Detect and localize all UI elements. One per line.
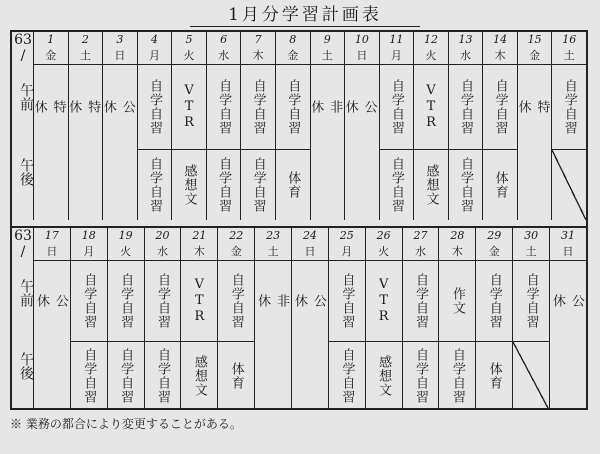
weekday: 土 — [69, 48, 103, 65]
day-column — [138, 32, 173, 220]
am-entry: 非 — [327, 100, 343, 114]
am-entry: 自学自習 — [228, 273, 244, 329]
day-column — [34, 228, 71, 410]
am-entry: 自学自習 — [388, 79, 404, 135]
pm-entry: 体育 — [276, 149, 310, 220]
schedule-table — [10, 30, 588, 410]
weekday: 水 — [145, 244, 181, 261]
pm-entry: 自学自習 — [241, 149, 275, 220]
day-number: 12 — [423, 33, 438, 46]
pm-entry: 体育 — [218, 341, 254, 410]
pm-entry: 感想文 — [172, 149, 206, 220]
day-column — [308, 32, 346, 220]
day-column — [172, 32, 207, 220]
day-column — [403, 228, 440, 410]
pm-entry: 休 — [549, 294, 565, 308]
footnote: ※ 業務の都合により変更することがある。 — [10, 417, 242, 431]
am-entry: 公 — [361, 100, 377, 114]
day-column — [439, 228, 476, 410]
day-number: 31 — [560, 229, 575, 242]
weekday: 金 — [34, 48, 68, 65]
am-entry: 自学自習 — [486, 273, 502, 329]
merged-cell — [308, 65, 345, 149]
am-label: 午前 — [18, 279, 34, 307]
day-number: 29 — [487, 229, 502, 242]
day-column — [476, 228, 513, 410]
empty-cell-slash — [552, 149, 586, 220]
day-number: 30 — [524, 229, 539, 242]
am-entry: 自学自習 — [339, 273, 355, 329]
pm-entry: 自学自習 — [329, 341, 365, 410]
am-entry: 公 — [119, 100, 135, 114]
day-number: 26 — [376, 229, 391, 242]
day-column — [329, 228, 366, 410]
pm-entry: 自学自習 — [108, 341, 144, 410]
merged-cell — [292, 261, 328, 341]
day-number: 18 — [81, 229, 96, 242]
am-entry: 公 — [52, 294, 68, 308]
day-number: 16 — [562, 33, 577, 46]
pm-entry: 休 — [31, 100, 47, 114]
day-number: 6 — [220, 33, 228, 46]
merged-cell — [66, 65, 103, 149]
empty-cell-slash — [513, 341, 549, 410]
day-column — [207, 32, 242, 220]
weekday: 月 — [329, 244, 365, 261]
day-number: 23 — [266, 229, 281, 242]
day-number: 28 — [450, 229, 465, 242]
am-entry: 自学自習 — [250, 79, 266, 135]
weekday: 木 — [483, 48, 517, 65]
day-number: 7 — [254, 33, 262, 46]
weekday: 火 — [366, 244, 402, 261]
merged-cell — [31, 65, 68, 149]
weekday: 火 — [172, 48, 206, 65]
weekday: 月 — [71, 244, 107, 261]
day-number: 19 — [118, 229, 133, 242]
day-column — [276, 32, 311, 220]
pm-entry: 自学自習 — [449, 149, 483, 220]
day-number: 11 — [389, 33, 404, 46]
am-entry: 自学自習 — [413, 273, 429, 329]
row-header — [12, 32, 34, 220]
weekday: 水 — [207, 48, 241, 65]
weekday: 土 — [311, 48, 345, 65]
am-entry: 公 — [310, 294, 326, 308]
weekday: 土 — [255, 244, 291, 261]
day-column — [71, 228, 108, 410]
merged-cell — [515, 65, 552, 149]
day-column — [108, 228, 145, 410]
pm-entry: 休 — [515, 100, 531, 114]
weekday: 水 — [449, 48, 483, 65]
pm-label: 午後 — [18, 158, 34, 186]
am-entry: 自学自習 — [458, 79, 474, 135]
am-entry: 自学自習 — [285, 79, 301, 135]
day-number: 24 — [302, 229, 317, 242]
pm-entry: 体育 — [476, 341, 512, 410]
day-number: 5 — [185, 33, 193, 46]
day-column — [342, 32, 380, 220]
weekday: 日 — [550, 244, 586, 261]
am-entry: VTR — [181, 83, 197, 131]
day-number: 3 — [116, 33, 124, 46]
weekday: 金 — [518, 48, 552, 65]
weekday: 火 — [414, 48, 448, 65]
pm-entry: 休 — [66, 100, 82, 114]
day-column — [515, 32, 553, 220]
day-column — [550, 228, 586, 410]
week-block-1 — [12, 32, 586, 220]
am-entry: 特 — [534, 100, 550, 114]
pm-label: 午後 — [18, 352, 34, 380]
pm-entry: 自学自習 — [439, 341, 475, 410]
pm-entry: 感想文 — [181, 341, 217, 410]
day-column — [483, 32, 518, 220]
pm-entry: 感想文 — [414, 149, 448, 220]
weekday: 金 — [276, 48, 310, 65]
day-columns — [34, 228, 586, 410]
am-entry: 特 — [85, 100, 101, 114]
weekday: 木 — [181, 244, 217, 261]
day-column — [513, 228, 550, 410]
day-column — [449, 32, 484, 220]
pm-entry: 自学自習 — [138, 149, 172, 220]
am-entry: 特 — [50, 100, 66, 114]
slash-label: / — [20, 48, 26, 64]
am-entry: 自学自習 — [118, 273, 134, 329]
day-number: 8 — [289, 33, 297, 46]
am-entry: 自学自習 — [492, 79, 508, 135]
weekday: 水 — [403, 244, 439, 261]
pm-entry: 休 — [342, 100, 358, 114]
am-entry: 作文 — [449, 287, 465, 315]
merged-cell — [342, 65, 379, 149]
day-number: 2 — [81, 33, 89, 46]
day-number: 27 — [413, 229, 428, 242]
am-entry: VTR — [191, 277, 207, 325]
day-column — [366, 228, 403, 410]
pm-entry: 感想文 — [366, 341, 402, 410]
day-column — [414, 32, 449, 220]
day-number: 13 — [458, 33, 473, 46]
day-number: 10 — [354, 33, 369, 46]
pm-entry: 休 — [308, 100, 324, 114]
year-label: 63 — [14, 228, 32, 244]
day-number: 22 — [229, 229, 244, 242]
day-number: 1 — [47, 33, 55, 46]
am-entry: VTR — [423, 83, 439, 131]
am-entry: 自学自習 — [523, 273, 539, 329]
day-column — [255, 228, 292, 410]
day-column — [241, 32, 276, 220]
pm-entry: 休 — [33, 294, 49, 308]
weekday: 日 — [345, 48, 379, 65]
pm-entry: 自学自習 — [71, 341, 107, 410]
merged-cell — [255, 261, 291, 341]
day-number: 9 — [323, 33, 331, 46]
year-label: 63 — [14, 32, 32, 48]
weekday: 土 — [513, 244, 549, 261]
day-column — [181, 228, 218, 410]
pm-entry: 休 — [100, 100, 116, 114]
pm-entry: 体育 — [483, 149, 517, 220]
merged-cell — [100, 65, 137, 149]
pm-entry: 休 — [255, 294, 271, 308]
week-block-2 — [12, 226, 586, 410]
am-entry: 非 — [274, 294, 290, 308]
weekday: 金 — [218, 244, 254, 261]
weekday: 日 — [292, 244, 328, 261]
am-label: 午前 — [18, 83, 34, 111]
day-number: 21 — [192, 229, 207, 242]
weekday: 木 — [241, 48, 275, 65]
day-number: 20 — [155, 229, 170, 242]
merged-cell — [34, 261, 70, 341]
am-entry: 自学自習 — [146, 79, 162, 135]
am-entry: 自学自習 — [81, 273, 97, 329]
am-entry: 自学自習 — [155, 273, 171, 329]
day-number: 25 — [339, 229, 354, 242]
slash-label: / — [20, 244, 26, 260]
pm-entry: 自学自習 — [403, 341, 439, 410]
row-header — [12, 228, 34, 410]
weekday: 日 — [103, 48, 137, 65]
pm-entry: 自学自習 — [145, 341, 181, 410]
merged-cell — [550, 261, 586, 341]
am-entry: 自学自習 — [216, 79, 232, 135]
day-columns — [31, 32, 586, 220]
day-column — [31, 32, 69, 220]
day-number: 15 — [527, 33, 542, 46]
day-column — [218, 228, 255, 410]
day-column — [145, 228, 182, 410]
weekday: 金 — [476, 244, 512, 261]
am-entry: VTR — [376, 277, 392, 325]
weekday: 月 — [138, 48, 172, 65]
day-number: 14 — [493, 33, 508, 46]
day-number: 4 — [150, 33, 158, 46]
weekday: 月 — [380, 48, 414, 65]
pm-entry: 自学自習 — [380, 149, 414, 220]
page-title: 1月分学習計画表 — [190, 4, 420, 27]
weekday: 火 — [108, 244, 144, 261]
weekday: 土 — [552, 48, 586, 65]
day-column — [292, 228, 329, 410]
day-column — [100, 32, 138, 220]
day-column — [380, 32, 415, 220]
day-column — [552, 32, 586, 220]
weekday: 木 — [439, 244, 475, 261]
am-entry: 公 — [568, 294, 584, 308]
pm-entry: 休 — [291, 294, 307, 308]
day-number: 17 — [44, 229, 59, 242]
day-column — [66, 32, 104, 220]
weekday: 日 — [34, 244, 70, 261]
pm-entry: 自学自習 — [207, 149, 241, 220]
am-entry: 自学自習 — [561, 79, 577, 135]
